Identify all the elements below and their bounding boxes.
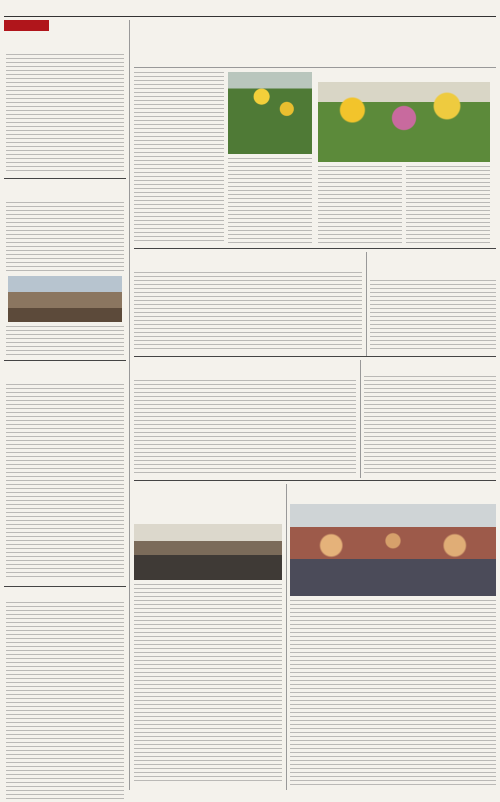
section-rule bbox=[134, 248, 496, 249]
story7-photo bbox=[290, 504, 496, 596]
story-column-rule bbox=[286, 484, 287, 790]
story7-body bbox=[290, 600, 496, 786]
sidebar-label bbox=[4, 20, 49, 31]
brief-divider bbox=[4, 586, 126, 587]
story-column-rule bbox=[366, 252, 367, 356]
lead-body-col1 bbox=[134, 72, 224, 244]
lead-photo-farmers bbox=[318, 82, 490, 162]
sidebar-column-rule bbox=[129, 20, 130, 790]
section-rule bbox=[134, 480, 496, 481]
story6-photo bbox=[134, 524, 282, 580]
story2-body bbox=[134, 272, 362, 352]
story-column-rule bbox=[360, 360, 361, 478]
lead-body-col2 bbox=[228, 158, 312, 244]
sidebar bbox=[4, 20, 126, 790]
masthead-rule bbox=[4, 16, 496, 17]
section-rule bbox=[134, 356, 496, 357]
story4-body bbox=[134, 380, 356, 476]
brief2-photo bbox=[8, 276, 122, 322]
story6-body bbox=[134, 584, 282, 784]
brief4-body bbox=[6, 602, 124, 802]
brief1-body bbox=[6, 54, 124, 174]
brief2-body-2 bbox=[6, 326, 124, 356]
brief2-body bbox=[6, 202, 124, 272]
story3-body bbox=[370, 280, 496, 352]
lead-body-col3 bbox=[318, 166, 402, 244]
brief-divider bbox=[4, 360, 126, 361]
story5-body bbox=[364, 376, 496, 476]
lead-photo-field bbox=[228, 72, 312, 154]
lead-rule bbox=[134, 67, 496, 68]
lead-body-col4 bbox=[406, 166, 490, 244]
brief-divider bbox=[4, 178, 126, 179]
brief3-body bbox=[6, 384, 124, 580]
